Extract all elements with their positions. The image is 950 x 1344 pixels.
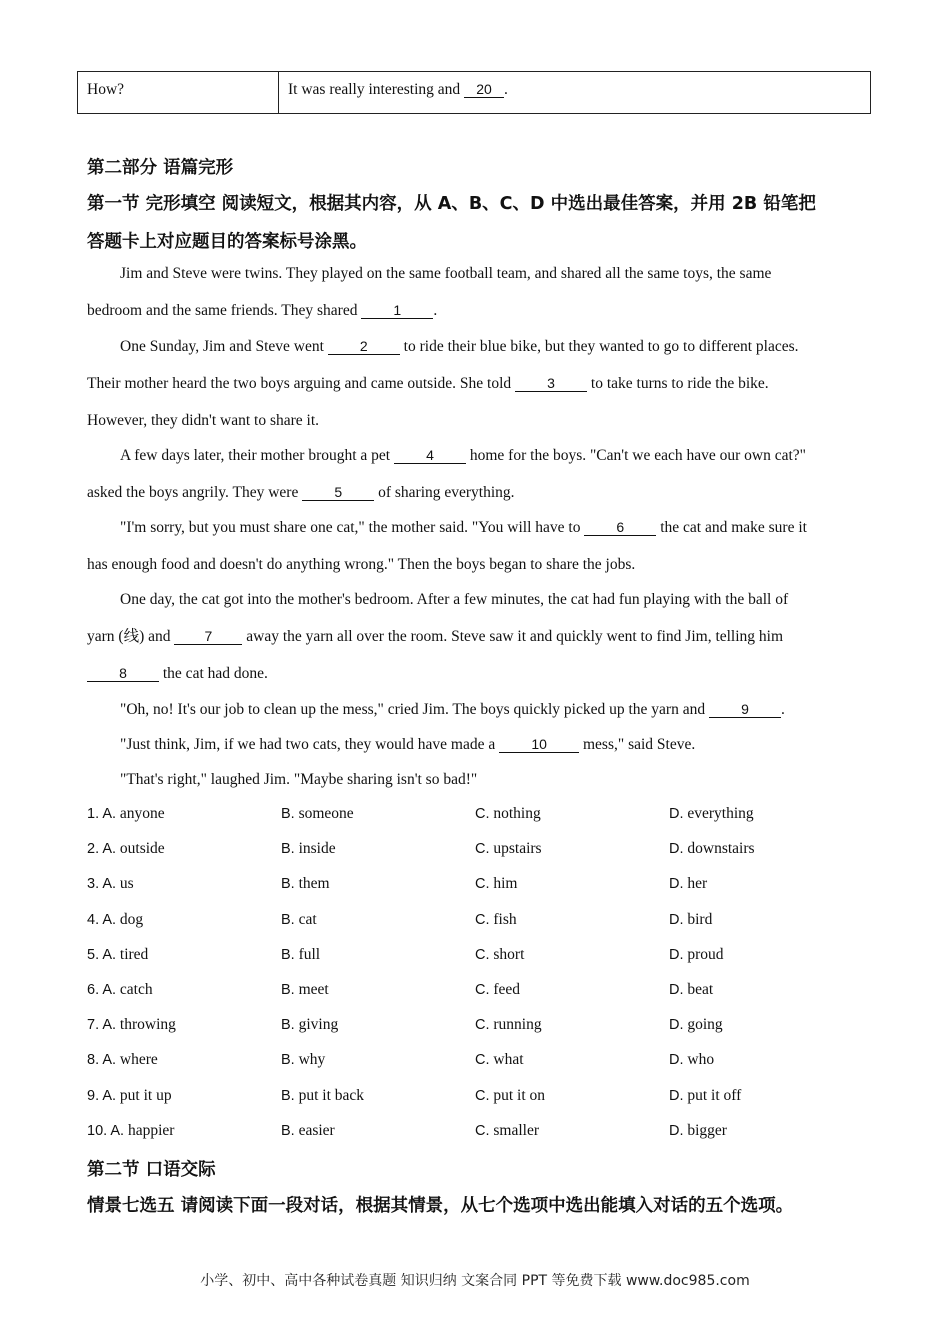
passage-line: "That's right," laughed Jim. "Maybe sharing isn't so bad!" [120,771,478,788]
passage-line [87,446,900,466]
option-text: full [298,945,321,963]
option-text: anyone [119,805,165,822]
option-text: catch [119,981,153,998]
option-text: going [687,1016,723,1034]
option-letter: C. [475,982,490,998]
option-letter: D. [669,1017,684,1034]
option-d [669,1087,741,1105]
text: One Sunday, Jim and Steve went [120,338,324,355]
part2-title: 第二部分 语篇完形 [87,158,234,178]
option-d [669,875,707,893]
option-text: downstairs [687,840,755,858]
option-text: us [119,875,134,893]
option-letter: 6. A. [87,982,117,998]
text: "Oh, no! It's our job to clean up the mess," cried Jim. The boys quickly picked up the yarn and [120,701,706,718]
option-c [475,946,524,964]
option-text: cat [298,910,317,928]
option-d [669,1122,727,1140]
option-row [87,840,867,860]
text: home for the boys. "Can't we each have our own cat?" [469,447,806,464]
passage-line [87,374,867,394]
option-letter: D. [669,982,684,998]
text: bedroom and the same friends. They shared [87,302,358,319]
text: the cat and make sure it [660,519,807,536]
option-b [281,1016,338,1034]
option-letter: D. [669,946,684,963]
passage-line [87,700,900,720]
option-letter: B. [281,1017,295,1034]
option-c [475,911,517,929]
passage-line: has enough food and doesn't do anything wrong." Then the boys began to share the jobs. [87,556,636,573]
option-text: feed [493,981,521,998]
option-letter: C. [475,1052,490,1069]
blank-9: 9 [709,702,781,718]
option-letter: C. [475,806,490,822]
text: . [433,302,438,319]
option-d [669,946,724,964]
option-row [87,875,867,895]
option-text: outside [119,840,165,858]
option-c [475,981,520,999]
option-row [87,805,867,825]
option-row [87,946,867,966]
option-text: her [687,875,708,893]
text: mess," said Steve. [583,736,696,753]
table-cell-text: It was really interesting and [288,81,461,98]
period: . [504,81,508,98]
option-b [281,946,320,964]
option-letter: B. [281,911,295,928]
passage-line: Jim and Steve were twins. They played on the same football team, and shared all the same toys, the same [120,265,772,282]
option-text: where [119,1051,158,1069]
option-letter: C. [475,841,490,858]
option-c [475,1051,524,1069]
option-text: happier [127,1121,175,1139]
option-text: throwing [119,1016,176,1034]
option-d [669,981,713,999]
option-d [669,840,755,858]
option-letter: C. [475,1087,490,1104]
option-text: nothing [493,805,541,822]
section1-instruction-line2: 答题卡上对应题目的答案标号涂黑。 [87,232,367,252]
option-letter: B. [281,946,295,963]
option-letter: B. [281,1052,295,1069]
text: to ride their blue bike, but they wanted to go to different places. [403,338,799,355]
option-text: meet [298,981,329,998]
option-letter: B. [281,1122,295,1139]
option-letter: 5. A. [87,946,117,963]
option-b [281,911,317,929]
option-letter: D. [669,1122,684,1139]
option-letter: D. [669,806,684,822]
passage-line [87,518,900,538]
passage-line [87,664,867,684]
option-letter: D. [669,911,684,928]
option-a [87,1016,176,1034]
option-b [281,805,354,823]
option-text: inside [298,840,336,858]
option-letter: C. [475,946,490,963]
option-c [475,805,541,823]
blank-20: 20 [464,82,504,98]
text: yarn (线) and [87,628,171,645]
option-c [475,1122,539,1140]
option-letter: B. [281,841,295,858]
option-letter: 9. A. [87,1087,117,1104]
passage-line: One day, the cat got into the mother's bedroom. After a few minutes, the cat had fun playing with the ball of [120,591,789,608]
option-letter: 7. A. [87,1017,117,1034]
option-a [87,875,134,893]
option-text: fish [493,910,517,928]
option-row [87,1122,867,1142]
option-text: giving [298,1016,339,1034]
blank-8: 8 [87,666,159,682]
option-text: running [493,1016,542,1034]
option-d [669,911,712,929]
option-letter: D. [669,841,684,858]
option-text: put it back [298,1086,365,1104]
passage-line: However, they didn't want to share it. [87,412,320,429]
option-row [87,1051,867,1071]
blank-4: 4 [394,448,466,464]
option-letter: B. [281,1087,295,1104]
option-row [87,911,867,931]
blank-5: 5 [302,485,374,501]
option-a [87,981,153,999]
text: asked the boys angrily. They were [87,484,299,501]
option-letter: 3. A. [87,876,117,893]
option-a [87,1051,158,1069]
option-text: who [687,1051,715,1069]
blank-7: 7 [174,629,242,645]
option-text: someone [298,805,354,822]
option-text: bird [687,910,713,928]
option-c [475,840,542,858]
option-letter: 8. A. [87,1052,117,1069]
option-d [669,1016,723,1034]
option-letter: C. [475,876,490,893]
option-letter: D. [669,1052,684,1069]
blank-3: 3 [515,376,587,392]
text: . [780,701,785,718]
passage-line [87,301,867,321]
section1-instruction-line1: 第一节 完形填空 阅读短文，根据其内容，从 A、B、C、D 中选出最佳答案，并用 2B 铅笔把 [87,194,816,214]
table-cell-answer [279,72,870,113]
passage-line [87,483,867,503]
option-b [281,1051,325,1069]
text: to take turns to ride the bike. [590,375,769,392]
option-letter: C. [475,1122,490,1139]
option-b [281,875,330,893]
option-letter: B. [281,806,295,822]
option-text: put it up [119,1086,172,1104]
text: "I'm sorry, but you must share one cat," the mother said. "You will have to [120,519,581,536]
option-a [87,1087,172,1105]
blank-2: 2 [328,339,400,355]
passage-line [87,735,900,755]
option-a [87,1122,174,1140]
option-row [87,1016,867,1036]
text: Their mother heard the two boys arguing and came outside. She told [87,375,512,392]
option-a [87,911,143,929]
text: the cat had done. [162,665,268,682]
text: A few days later, their mother brought a pet [120,447,391,464]
passage-line [87,627,867,647]
option-c [475,1016,542,1034]
option-row [87,981,867,1001]
option-letter: B. [281,982,295,998]
option-letter: 4. A. [87,911,117,928]
option-text: proud [687,945,724,963]
table-cell-question: How? [78,72,279,113]
section2-title: 第二节 口语交际 [87,1160,216,1180]
option-letter: 1. A. [87,806,117,822]
option-text: beat [687,981,714,998]
text: "Just think, Jim, if we had two cats, they would have made a [120,736,496,753]
option-text: put it on [493,1086,546,1104]
option-b [281,1087,364,1105]
answer-table-row [77,71,871,114]
blank-1: 1 [361,303,433,319]
section2-instruction: 情景七选五 请阅读下面一段对话，根据其情景，从七个选项中选出能填入对话的五个选项。 [87,1196,794,1216]
text: away the yarn all over the room. Steve saw it and quickly went to find Jim, telling him [246,628,784,645]
option-a [87,840,165,858]
option-b [281,840,336,858]
option-text: them [298,875,330,893]
option-text: upstairs [493,840,542,858]
blank-6: 6 [584,520,656,536]
passage-line [87,337,900,357]
option-text: easier [298,1121,335,1139]
option-text: dog [119,910,144,928]
option-a [87,805,165,823]
option-text: bigger [687,1121,727,1139]
option-letter: D. [669,1087,684,1104]
option-c [475,875,518,893]
option-text: why [298,1051,326,1069]
option-b [281,1122,335,1140]
footer-text: 小学、初中、高中各种试卷真题 知识归纳 文案合同 PPT 等免费下载 www.doc985.com [200,1273,750,1289]
text: of sharing everything. [378,484,515,501]
option-text: everything [687,805,754,822]
option-c [475,1087,545,1105]
option-letter: D. [669,876,684,893]
option-text: what [493,1051,524,1069]
option-d [669,1051,714,1069]
option-row [87,1087,867,1107]
option-letter: 10. A. [87,1122,125,1139]
option-text: tired [119,945,149,963]
option-text: him [493,875,518,893]
option-letter: C. [475,911,490,928]
option-letter: 2. A. [87,841,117,858]
option-text: short [493,945,525,963]
blank-10: 10 [499,737,579,753]
option-letter: B. [281,876,295,893]
option-d [669,805,754,823]
option-b [281,981,329,999]
option-text: put it off [687,1086,742,1104]
option-text: smaller [493,1121,539,1139]
option-letter: C. [475,1017,490,1034]
option-a [87,946,148,964]
